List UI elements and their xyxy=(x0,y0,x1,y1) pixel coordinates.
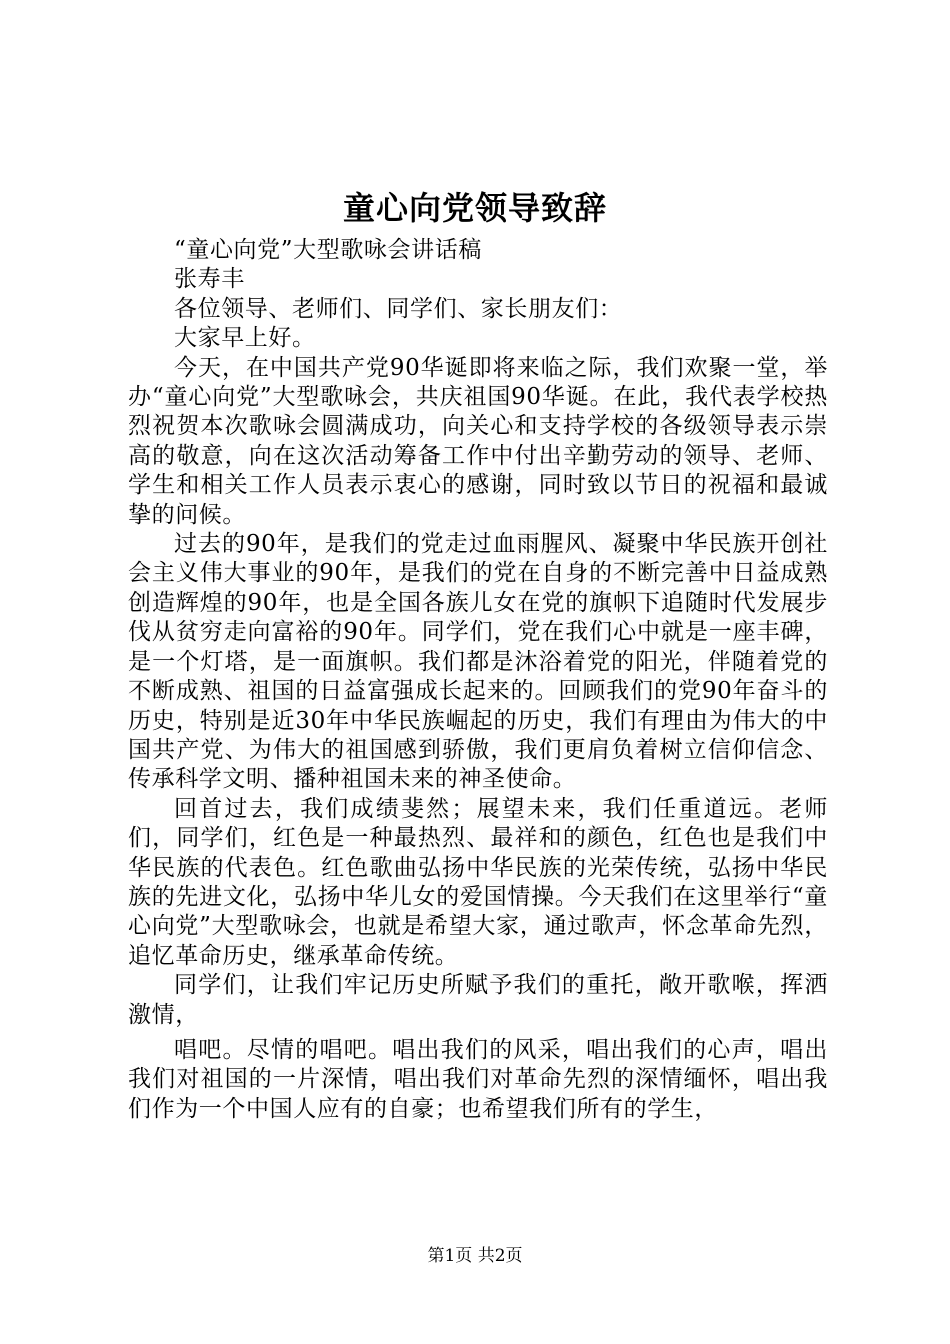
greeting: 大家早上好。 xyxy=(174,325,316,352)
body-paragraph: 唱吧。尽情的唱吧。唱出我们的风采，唱出我们的心声，唱出我们对祖国的一片深情，唱出我们对革命先烈的深情缅怀，唱出我们作为一个中国人应有的自豪；也希望我们所有的学生， xyxy=(128,1036,828,1122)
body-paragraph: 今天，在中国共产党90华诞即将来临之际，我们欢聚一堂，举办“童心向党”大型歌咏会，共庆祖国90华诞。在此，我代表学校热烈祝贺本次歌咏会圆满成功，向关心和支持学校的各级领导表示崇高的敬意，向在这次活动筹备工作中付出辛勤劳动的领导、老师、学生和相关工作人员表示衷心的感谢，同时致以节日的祝福和最诚挚的问候。 xyxy=(128,354,828,528)
speaker-name: 张寿丰 xyxy=(174,266,245,293)
document-body xyxy=(128,236,828,1124)
body-paragraph: 过去的90年，是我们的党走过血雨腥风、凝聚中华民族开创社会主义伟大事业的90年，是我们的党在自身的不断完善中日益成熟创造辉煌的90年，也是全国各族儿女在党的旗帜下追随时代发展步伐从贫穷走向富裕的90年。同学们，党在我们心中就是一座丰碑，是一个灯塔，是一面旗帜。我们都是沐浴着党的阳光，伴随着党的不断成熟、祖国的日益富强成长起来的。回顾我们的党90年奋斗的历史，特别是近30年中华民族崛起的历史，我们有理由为伟大的中国共产党、为伟大的祖国感到骄傲，我们更肩负着树立信仰信念、传承科学文明、播种祖国未来的神圣使命。 xyxy=(128,531,828,793)
body-paragraph: 同学们，让我们牢记历史所赋予我们的重托，敞开歌喉，挥洒激情， xyxy=(128,972,828,1028)
page-number: 第1页 共2页 xyxy=(427,1246,523,1266)
speech-heading: “童心向党”大型歌咏会讲话稿 xyxy=(174,237,482,263)
document-title: 童心向党领导致辞 xyxy=(342,189,607,227)
salutation: 各位领导、老师们、同学们、家长朋友们： xyxy=(174,295,623,322)
body-paragraph: 回首过去，我们成绩斐然；展望未来，我们任重道远。老师们，同学们，红色是一种最热烈、最祥和的颜色，红色也是我们中华民族的代表色。红色歌曲弘扬中华民族的光荣传统，弘扬中华民族的先进文化，弘扬中华儿女的爱国情操。今天我们在这里举行“童心向党”大型歌咏会，也就是希望大家，通过歌声，怀念革命先烈，追忆革命历史，继承革命传统。 xyxy=(128,795,828,969)
